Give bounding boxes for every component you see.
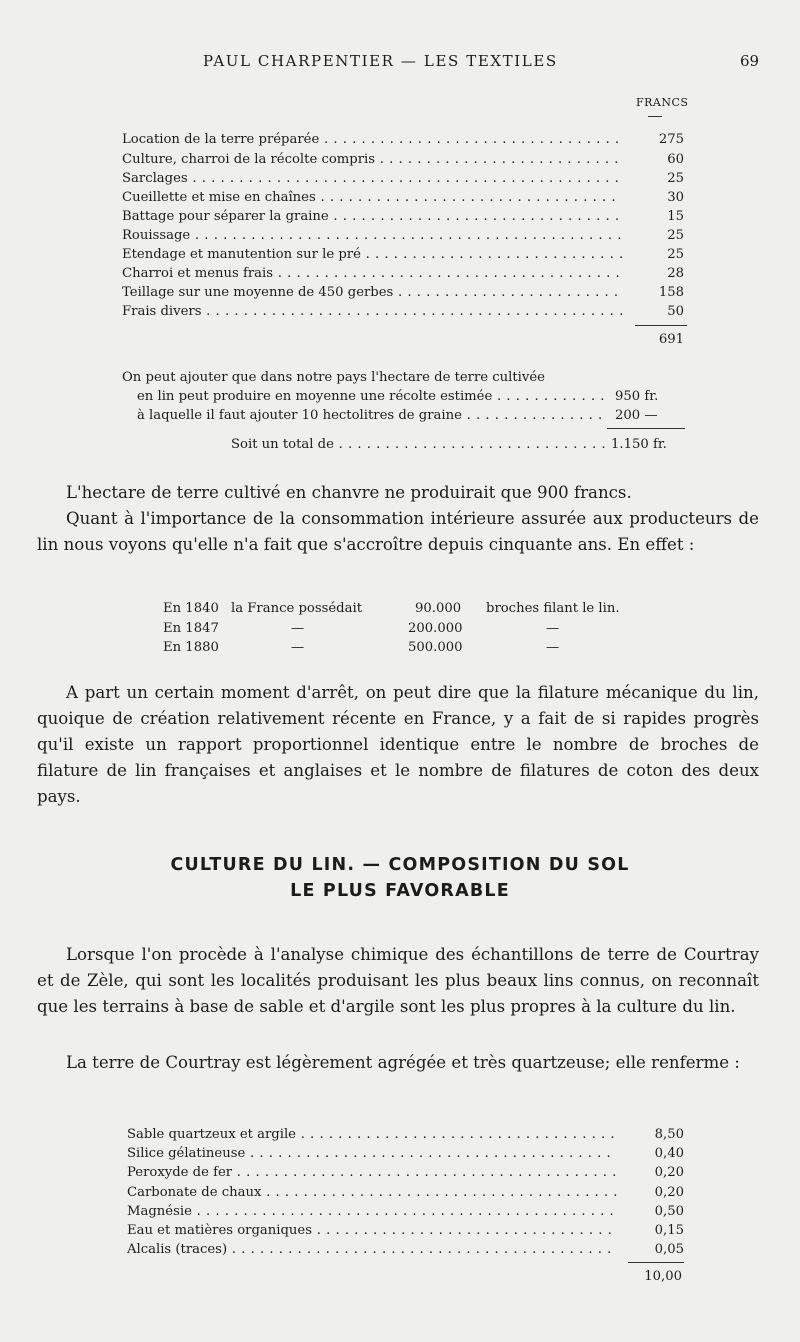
income-row: à laquelle il faut ajouter 10 hectolitres de graine . . . 200 — [137, 407, 687, 425]
table-row: En 1840 la France possédait 90.000 broches filant le lin. [163, 601, 620, 616]
section-heading: LE PLUS FAVORABLE [290, 881, 510, 901]
table-row: Etendage et manutention sur le pré . . . 25 [122, 246, 684, 264]
soil-total-rule [628, 1262, 684, 1263]
table-row: Silice gélatineuse . . . 0,40 [127, 1145, 684, 1163]
table-row: Cueillette et mise en chaînes . . . 30 [122, 189, 684, 207]
table-row: Frais divers . . . 50 [122, 303, 684, 321]
table-row: En 1847 — 200.000 — [163, 621, 560, 636]
paragraph: Lorsque l'on procède à l'analyse chimique des échantillons de terre de Courtray et de Zèle, qui sont les localités produisant les plus beaux lins connus, on reconnaît que les terrains à base de sable et d'argile sont les plus propres à la culture du lin. [37, 945, 759, 1016]
income-intro: On peut ajouter que dans notre pays l'hectare de terre cultivée [122, 370, 545, 385]
table-row: Culture, charroi de la récolte compris . . . 60 [122, 151, 684, 169]
table-row: En 1880 — 500.000 — [163, 640, 560, 655]
table-row: Rouissage . . . 25 [122, 227, 684, 245]
running-header [0, 52, 800, 76]
income-rule [607, 428, 685, 429]
total-rule [635, 325, 687, 326]
page-number: 69 [740, 52, 760, 70]
unit-rule [648, 116, 662, 117]
table-row: Eau et matières organiques . . . 0,15 [127, 1222, 684, 1240]
table-row: Magnésie . . . 0,50 [127, 1203, 684, 1221]
income-total-row: Soit un total de . . . 1.150 fr. [231, 436, 687, 454]
table-row: Carbonate de chaux . . . 0,20 [127, 1184, 684, 1202]
table-row: Sable quartzeux et argile . . . 8,50 [127, 1126, 684, 1144]
costs-total: 691 [658, 332, 684, 347]
soil-total: 10,00 [644, 1269, 682, 1284]
table-row: Battage pour séparer la graine . . . 15 [122, 208, 684, 226]
table-row: Location de la terre préparée . . . 275 [122, 131, 684, 149]
paragraph: La terre de Courtray est légèrement agrégée et très quartzeuse; elle renferme : [66, 1053, 740, 1072]
section-heading: CULTURE DU LIN. — COMPOSITION DU SOL [170, 855, 630, 875]
table-row: Teillage sur une moyenne de 450 gerbes . . . 158 [122, 284, 684, 302]
table-row: Charroi et menus frais . . . 28 [122, 265, 684, 283]
table-row: Sarclages . . . 25 [122, 170, 684, 188]
income-row: en lin peut produire en moyenne une récolte estimée . . . 950 fr. [137, 388, 687, 406]
paragraph: L'hectare de terre cultivé en chanvre ne produirait que 900 francs. [66, 483, 632, 502]
paragraph: A part un certain moment d'arrêt, on peut dire que la filature mécanique du lin, quoique de création relativement récente en France, y a fait de si rapides progrès qu'il existe un rapport proportionnel identique entre le nombre de broches de filature de lin françaises et anglaises et le nombre de filatures de coton des deux pays. [37, 683, 759, 806]
paragraph: Quant à l'importance de la consommation intérieure assurée aux producteurs de lin nous voyons qu'elle n'a fait que s'accroître depuis cinquante ans. En effet : [37, 509, 759, 554]
unit-label: FRANCS [636, 96, 689, 109]
table-row: Peroxyde de fer . . . 0,20 [127, 1164, 684, 1182]
running-title: PAUL CHARPENTIER — LES TEXTILES [203, 52, 558, 70]
table-row: Alcalis (traces) . . . 0,05 [127, 1241, 684, 1259]
